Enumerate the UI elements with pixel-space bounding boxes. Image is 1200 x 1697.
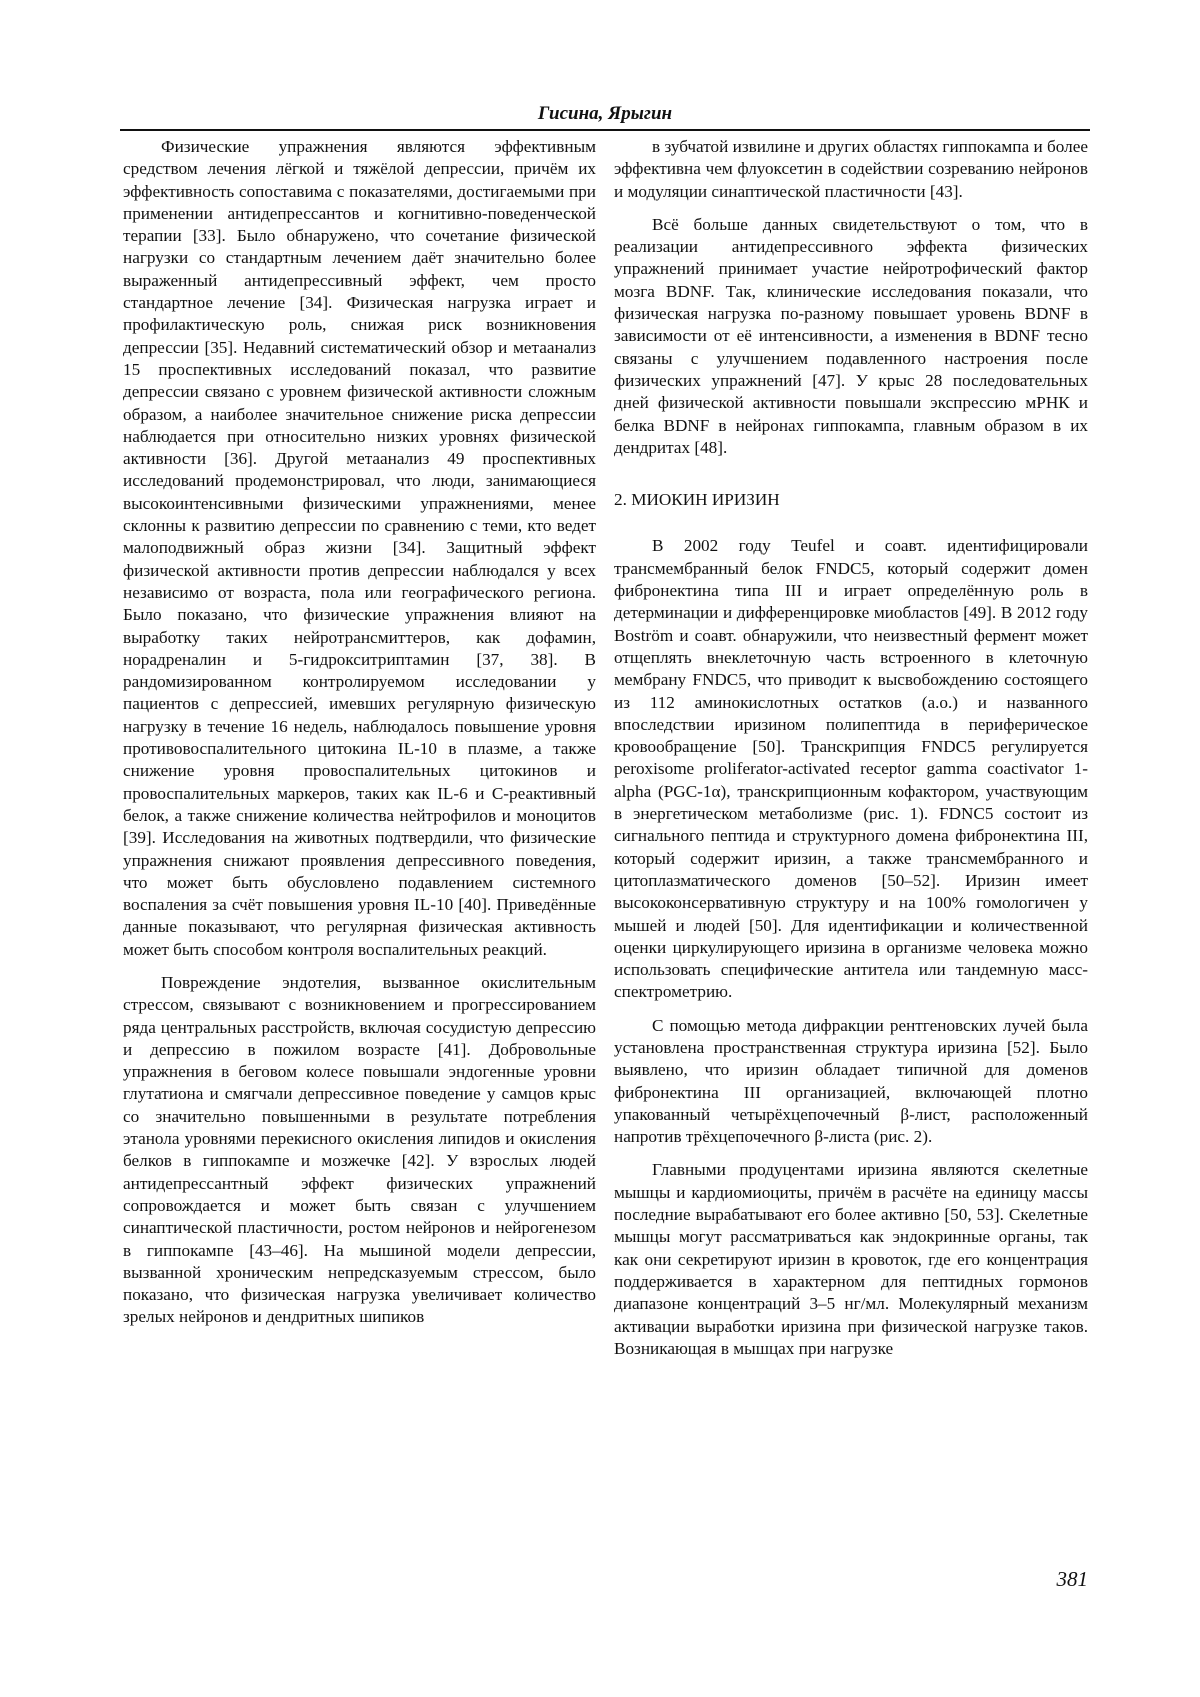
paragraph: Всё больше данных свидетельствуют о том, что в реализации антидепрессивного эффекта физических упражнений принимает участие нейротрофический фактор мозга BDNF. Так, клинические исследования показали, что физическая нагрузка по-разному повышает уровень BDNF в зависимости от её интенсивности, а изменения в BDNF тесно связаны с улучшением подавленного настроения после физических упражнений [47]. У крыс 28 последовательных дней физической активности повышали экспрессию мРНК и белка BDNF в нейронах гиппокампа, главным образом в их дендритах [48]. [614, 214, 1088, 457]
paragraph: Повреждение эндотелия, вызванное окислительным стрессом, связывают с возникновением и прогрессированием ряда центральных расстройств, включая сосудистую депрессию и депрессию в пожилом возрасте [41]. Добровольные упражнения в беговом колесе повышали эндогенные уровни глутатиона и смягчали депрессивное поведение у самцов крыс со значительно повышенными в результате потребления этанола уровнями перекисного окисления липидов и окисления белков в гиппокампе и мозжечке [42]. У взрослых людей антидепрессантный эффект физических упражнений сопровождается и может быть связан с улучшением синаптической пластичности, ростом нейронов и нейрогенезом в гиппокампе [43–46]. На мышиной модели депрессии, вызванной хроническим непредсказуемым стрессом, было показано, что физическая нагрузка увеличивает количество зрелых нейронов и дендритных шипиков [123, 972, 596, 1327]
paragraph: Физические упражнения являются эффективным средством лечения лёгкой и тяжёлой депрессии, причём их эффективность сопоставима с показателями, достигаемыми при применении антидепрессантов и когнитивно-поведенческой терапии [33]. Было обнаружено, что сочетание физической нагрузки со стандартным лечением даёт значительно более выраженный антидепрессивный эффект, чем просто стандартное лечение [34]. Физическая нагрузка играет и профилактическую роль, снижая риск возникновения депрессии [35]. Недавний систематический обзор и метаанализ 15 проспективных исследований показал, что развитие депрессии связано с уровнем физической активности сложным образом, а наиболее значительное снижение риска депрессии наблюдается при относительно низких уровнях физической активности [36]. Другой метаанализ 49 проспективных исследований продемонстрировал, что люди, занимающиеся высокоинтенсивными физическими упражнениями, менее склонны к развитию депрессии по сравнению с теми, кто ведет малоподвижный образ жизни [34]. Защитный эффект физической активности против депрессии наблюдался у всех независимо от возраста, пола или географического региона. Было показано, что физические упражнения влияют на выработку таких нейротрансмиттеров, как дофамин, норадреналин и 5-гидрокситриптамин [37, 38]. В рандомизированном контролируемом исследовании у пациентов с депрессией, имевших регулярную физическую нагрузку в течение 16 недель, наблюдалось повышение уровня противовоспалительного цитокина IL-10 в плазме, а также снижение уровня провоспалительных цитокинов и провоспалительных маркеров, таких как IL-6 и С-реактивный белок, а также снижение количества нейтрофилов и моноцитов [39]. Исследования на животных подтвердили, что физические упражнения снижают проявления депрессивного поведения, что может быть обусловлено подавлением системного воспаления за счёт повышения уровня IL-10 [40]. Приведённые данные показывают, что регулярная физическая активность может быть способом контроля воспалительных реакций. [123, 137, 596, 959]
section-heading: 2. МИОКИН ИРИЗИН [614, 490, 780, 510]
running-header: Гисина, Ярыгин [537, 103, 673, 124]
paragraph: в зубчатой извилине и других областях гиппокампа и более эффективна чем флуоксетин в содействии созреванию нейронов и модуляции синаптической пластичности [43]. [614, 137, 1088, 201]
paragraph: В 2002 году Teufel и соавт. идентифицировали трансмембранный белок FNDC5, который содержит домен фибронектина типа III и играет определённую роль в детерминации и дифференцировке миобластов [49]. В 2012 году Boström и соавт. обнаружили, что неизвестный фермент может отщеплять внеклеточную часть встроенного в клеточную мембрану FNDC5, что приводит к высвобождению состоящего из 112 аминокислотных остатков (а.о.) и названного впоследствии иризином полипептида в периферическое кровообращение [50]. Транскрипция FNDC5 регулируется peroxisome proliferator-activated receptor gamma coactivator 1-alpha (PGC-1α), транскрипционным кофактором, участвующим в энергетическом метаболизме (рис. 1). FDNC5 состоит из сигнального пептида и структурного домена фибронектина III, который содержит иризин, а также трансмембранного и цитоплазматического доменов [50–52]. Иризин имеет высококонсервативную структуру и на 100% гомологичен у мышей и людей [50]. Для идентификации и количественной оценки циркулирующего иризина в организме человека можно использовать специфические антитела или тандемную масс-спектрометрию. [614, 536, 1088, 1002]
left-column [123, 136, 596, 1568]
header-rule [120, 129, 1090, 131]
paragraph: Главными продуцентами иризина являются скелетные мышцы и кардиомиоциты, причём в расчёте на единицу массы последние вырабатывают его более активно [50, 53]. Скелетные мышцы могут рассматриваться как эндокринные органы, так как они секретируют иризин в кровоток, где его концентрация поддерживается в характерном для пептидных гормонов диапазоне концентраций 3–5 нг/мл. Молекулярный механизм активации выработки иризина при физической нагрузке таков. Возникающая в мышцах при нагрузке [614, 1160, 1088, 1358]
page-number: 381 [1056, 1567, 1088, 1591]
paragraph: С помощью метода дифракции рентгеновских лучей была установлена пространственная структура иризина [52]. Было выявлено, что иризин обладает типичной для доменов фибронектина III организацией, включающей плотно упакованный четырёхцепочечный β-лист, расположенный напротив трёхцепочечного β-листа (рис. 2). [614, 1015, 1088, 1147]
right-column [614, 136, 1088, 1568]
